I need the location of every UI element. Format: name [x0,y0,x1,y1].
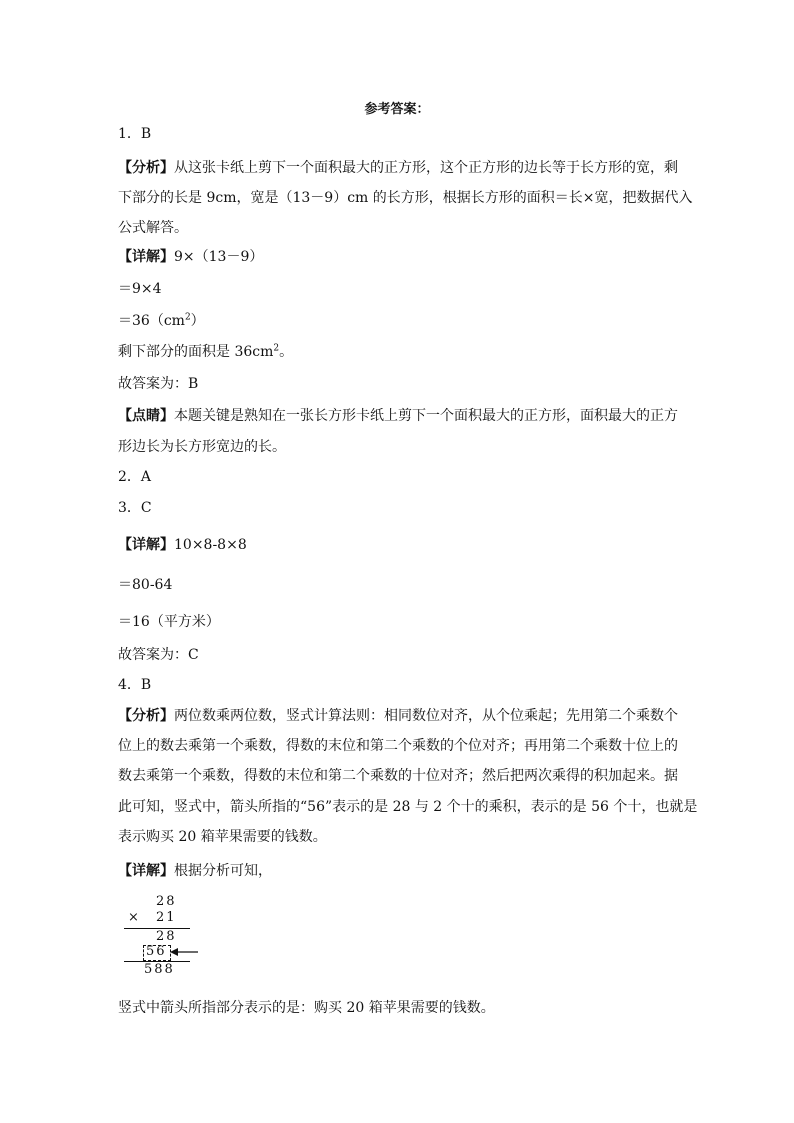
q4-conclusion: 竖式中箭头所指部分表示的是：购买 20 箱苹果需要的钱数。 [118,1000,495,1016]
q4-detail-text: 根据分析可知， [174,863,272,879]
q4-analysis-line-5: 表示购买 20 箱苹果需要的钱数。 [118,829,327,845]
q1-step-1: ＝9×4 [118,281,162,297]
q1-detail [118,247,678,267]
product: 588 [144,962,175,977]
q1-step-2-sup: 2 [184,312,191,323]
q1-answer: 1．B [118,126,152,142]
vertical-multiplication [118,892,218,982]
q2-answer: 2．A [118,469,152,485]
page-title: 参考答案： [364,102,430,117]
q1-comment-line-2: 形边长为长方形宽边的长。 [118,439,286,455]
q1-analysis-line-2: 下部分的长是 9cm，宽是（13－9）cm 的长方形，根据长方形的面积＝长×宽，把数据代入 [118,190,693,206]
q1-step-2-text: ＝36（cm [118,313,185,329]
arrow-left-icon [170,945,200,959]
q4-analysis-line-2: 位上的数去乘第一个乘数，得数的末位和第二个乘数的个位对齐；再用第二个乘数十位上的 [118,738,678,754]
q1-step-2 [118,311,678,331]
q1-analysis-line-3: 公式解答。 [118,220,188,236]
q3-final: 故答案为：C [118,647,199,663]
q4-analysis-text-1: 两位数乘两位数，竖式计算法则：相同数位对齐，从个位乘起；先用第二个乘数个 [174,708,678,724]
q1-final: 故答案为：B [118,376,199,392]
q1-step-2-close: ） [190,313,205,329]
q4-detail [118,861,678,881]
q3-detail [118,535,678,555]
detail-tag: 【详解】 [118,863,174,879]
q1-comment-text-1: 本题关键是熟知在一张长方形卡纸上剪下一个面积最大的正方形，面积最大的正方 [174,408,678,424]
q1-result-sup: 2 [273,343,280,354]
q3-detail-expr: 10×8-8×8 [174,537,247,553]
q1-result [118,342,678,362]
comment-tag: 【点睛】 [118,408,174,424]
q4-analysis-line-3: 数去乘第一个乘数，得数的末位和第二个乘数的十位对齐；然后把两次乘得的积加起来。据 [118,768,678,784]
q1-result-end: 。 [279,344,294,360]
q4-analysis-line-1 [118,706,678,726]
analysis-tag: 【分析】 [118,708,174,724]
q1-comment-line-1 [118,406,678,426]
multiplier: 21 [156,910,177,925]
analysis-tag: 【分析】 [118,160,174,176]
q1-detail-expr: 9×（13－9） [174,249,264,265]
multiplicand: 28 [156,894,177,909]
partial-product-2: 56 [146,944,167,959]
q4-analysis-line-4: 此可知，竖式中，箭头所指的“56”表示的是 28 与 2 个十的乘积，表示的是 56 个十，也就是 [118,799,698,815]
q3-step-2: ＝16（平方米） [118,614,220,630]
detail-tag: 【详解】 [118,537,174,553]
times-sign: × [128,910,139,925]
q3-answer: 3．C [118,500,152,516]
partial-product-1: 28 [156,929,177,944]
q1-analysis-text-1: 从这张卡纸上剪下一个面积最大的正方形，这个正方形的边长等于长方形的宽，剩 [174,160,678,176]
detail-tag: 【详解】 [118,249,174,265]
q1-result-text: 剩下部分的面积是 36cm [118,344,274,360]
q4-answer: 4．B [118,677,152,693]
q3-step-1: ＝80-64 [118,577,173,593]
q1-analysis-line-1 [118,158,678,178]
